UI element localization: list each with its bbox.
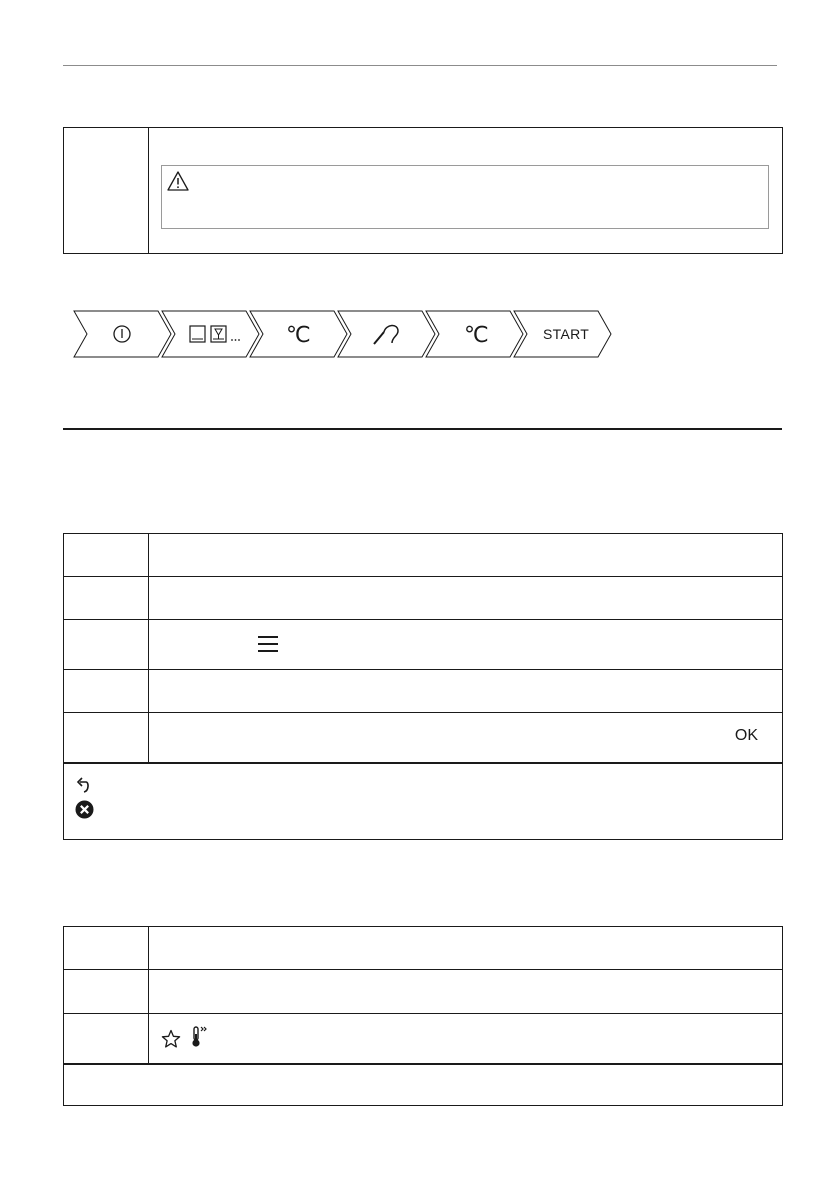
table2-text-cell xyxy=(149,620,783,670)
table2-text-cell xyxy=(149,713,783,763)
table2-text-cell xyxy=(149,534,783,577)
cancel-icon xyxy=(75,800,94,819)
step-start xyxy=(514,311,611,357)
thermometer-fast-heat-icon xyxy=(191,1025,209,1049)
info-table-1 xyxy=(63,127,783,254)
warning-box xyxy=(161,165,769,229)
back-arrow-icon xyxy=(75,777,91,795)
step-power xyxy=(74,311,171,357)
svg-text:℃: ℃ xyxy=(286,323,311,348)
warning-triangle-icon xyxy=(167,171,189,191)
step-temperature xyxy=(250,311,347,357)
table2-footer-cell xyxy=(64,763,783,840)
section-rule xyxy=(63,428,782,430)
top-rule xyxy=(63,65,777,66)
table3-text-cell xyxy=(149,1014,783,1064)
table3-text-cell xyxy=(149,927,783,970)
step-food-sensor xyxy=(338,311,435,357)
step-heating-function xyxy=(162,311,259,357)
table3-text-cell xyxy=(149,970,783,1014)
step-sequence xyxy=(72,310,617,358)
table2-text-cell xyxy=(149,577,783,620)
table2-text-cell xyxy=(149,670,783,713)
table1-right-cell xyxy=(149,128,783,254)
table2-step-cell xyxy=(64,670,149,713)
table3-step-cell xyxy=(64,1014,149,1064)
table2-step-cell xyxy=(64,620,149,670)
info-table-3 xyxy=(63,926,783,1106)
table3-step-cell xyxy=(64,970,149,1014)
table1-left-cell xyxy=(64,128,149,254)
svg-text:℃: ℃ xyxy=(464,323,489,348)
info-table-2 xyxy=(63,533,783,840)
table3-footer-cell xyxy=(64,1064,783,1106)
step-temperature-2 xyxy=(426,311,523,357)
table3-step-cell xyxy=(64,927,149,970)
table2-step-cell xyxy=(64,534,149,577)
ok-label: OK xyxy=(734,727,758,744)
star-icon xyxy=(161,1029,181,1049)
menu-icon xyxy=(257,635,279,653)
table2-step-cell xyxy=(64,713,149,763)
temperature-icon xyxy=(464,323,489,348)
table2-step-cell xyxy=(64,577,149,620)
temperature-icon xyxy=(286,323,311,348)
start-label: START xyxy=(543,326,590,342)
